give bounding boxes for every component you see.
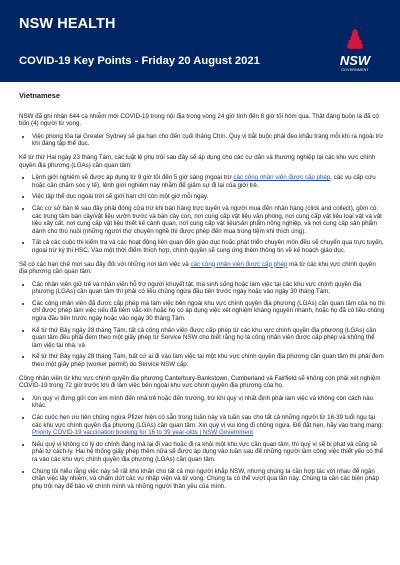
curfew-text-end: , các vụ cấp cứu hoặc cần chăm sóc y tế), lệnh giới nghiêm này nhằm để giảm sự đi lại của giới trẻ. — [32, 174, 376, 189]
bullet-list-1 — [19, 133, 385, 148]
workplace-paragraph — [19, 261, 385, 276]
list-item: • Nếu quý vị không có lý do chính đáng mà lại đi vào hoặc đi ra khỏi một khu vực cần quan tâm, thì quý vị sẽ bị phạt và cũng sẽ phải tự cách-ly. Hai hệ thống giấy phép thêm nữa sẽ được áp dụng vào tuần sau để những người làm công việc thiết yếu có thể ra vào các khu vực chính quyền địa phương (LGAs) cần quan tâm. — [32, 441, 385, 464]
header-subtitle: COVID-19 Key Points - Friday 20 August 2021 — [19, 55, 260, 67]
language-heading: Vietnamese — [19, 91, 60, 100]
bullet-list-4 — [19, 395, 385, 491]
vaccination-text: Các cuộc hẹn ưu tiên chủng ngừa Pfizer hiện có sẵn trong tuần này và tuần sau cho tất cả những người từ 16-39 tuổi ngụ tại các khu vực chính quyền địa phương (LGAs) cần quan tâm. Xin quý vị vui lòng đi chủng ngừa. Để đặt hẹn, hãy vào trang mạng: — [32, 414, 384, 429]
logo-government-text: GOVERNMENT — [341, 68, 369, 72]
authorised-workers-link-2[interactable]: các công nhân viên được cấp phép — [190, 260, 288, 268]
page-header — [0, 0, 400, 82]
list-item — [32, 414, 385, 437]
bullet-list-3 — [19, 281, 385, 369]
list-item: • Các công nhân viên đã được cấp phép mà làm việc bên ngoài khu vực chính quyền địa phương (LGAs) cần quan tâm của họ thì chỉ được phép làm việc nếu đã tiêm vắc-xin hoặc họ có áp dụng việc xét nghiệm kháng nguyên nhanh, hoặc họ đã có liều chủng ngừa đầu tiên trước ngày hoặc vào ngày 30 tháng Tám. — [32, 300, 385, 323]
list-item: • Kể từ thứ Bảy ngày 28 tháng Tám, bất cứ ai đi vào làm việc tại một khu vực chính quyền địa phương cần quan tâm thì phải đem theo một giấy phép (worker permit) do Service NSW cấp. — [32, 353, 385, 368]
curfew-text-start: Lệnh giới nghiêm sẽ được áp dụng từ 9 giờ tối đến 5 giờ sáng (ngoại trừ — [32, 174, 234, 182]
authorised-workers-link[interactable]: các công nhân viên được cấp phép — [233, 174, 331, 182]
header-title: NSW HEALTH — [19, 16, 116, 32]
list-item: • Kể từ thứ Bảy ngày 28 tháng Tám, tất cả công nhân viên được cấp phép từ các khu vực chính quyền địa phương (LGAs) cần quan tâm đều phải đem theo một giấy phép từ Service NSW cho biết rằng họ là công nhân viên được cấp phép và không thể làm việc tại nhà; và — [32, 327, 385, 350]
testing-paragraph: Công nhân viên từ khu vực chính quyền địa phương Canterbury-Bankstown, Cumberland và Fairfield sẽ không còn phải xét nghiệm COVID-19 trong 72 giờ trước khi đi làm việc bên ngoài khu vực chính quyền địa phương của họ. — [19, 374, 381, 390]
list-item: • Chúng tôi hiểu rằng việc này sẽ rất khó khăn cho tất cả mọi người khắp NSW, nhưng chúng ta cần hợp tác với nhau để ngăn chặn việc lây nhiễm, và chấm dứt các vụ nhập viện và tử vong. Chúng ta có thể vượt qua lần này. Chúng ta cần các biện pháp phụ trội này để bảo vệ chính mình và những người thân yêu của mình. — [32, 468, 385, 491]
bullet-list-2 — [19, 174, 385, 254]
document-body — [19, 92, 385, 496]
vaccination-booking-link[interactable]: Priority COVID-19 vaccination booking for 16 to 39 year-olds | NSW Government — [32, 429, 254, 437]
logo-nsw-text: NSW — [339, 53, 371, 68]
workplace-text-start: Sẽ có các hạn chế mới sau đây đối với những nơi làm việc và — [19, 260, 191, 268]
list-item: • Xin quý vị đừng gửi con em mình đến nhà trẻ hoặc đến trường, trừ khi quý vị nhất định phải làm việc và không còn cách nào khác. — [32, 395, 385, 410]
list-item: • Việc phong tỏa tại Greater Sydney sẽ gia hạn cho đến cuối tháng Chín. Quy vị bắt buộc phải đeo khẩu trang mỗi khi ra ngoài trừ khi đang tập thể dục. — [32, 133, 385, 148]
restrictions-paragraph: Kể từ thứ Hai ngày 23 tháng Tám, các luật lệ phụ trội sau đây sẽ áp dụng cho các cư dân và thương nghiệp tại các khu vực chính quyền địa phương (LGAs) cần quan tâm: — [19, 153, 376, 169]
waratah-icon — [333, 28, 377, 54]
list-item — [32, 174, 385, 189]
nsw-government-logo — [333, 28, 377, 76]
intro-paragraph: NSW đã ghi nhận 644 ca nhiễm mới COVID-19 trong nội địa trong vòng 24 giờ tính đến 8 giờ tối hôm qua. Thật đáng buồn là đã có bốn (4) người từ vong. — [19, 112, 379, 128]
list-item: • Việc tập thể dục ngoài trời sẽ giới hạn chỉ còn một giờ mỗi ngày. — [32, 193, 385, 201]
workplace-text-end: mà từ các khu vực chính quyền địa phương cần quan tâm: — [19, 260, 376, 276]
list-item: • Các nhân viên giữ trẻ và nhân viên hỗ trợ người khuyết tật, mà sinh sống hoặc làm việc tại các khu vực chính quyền địa phương (LGAs) cần quan tâm thì phải có liều chủng ngừa đầu tiên trước ngày hoặc vào ngày 30 tháng Tám; — [32, 281, 385, 296]
list-item: • Các cơ sở bán lẻ sau đây phải đóng cửa trừ khi bán hàng trực tuyến và người mua đến nhận hàng (click and collect), gồm có: các trung tâm bán cây/vật liệu vườn trước và bán cây con, nơi cung cấp vật liệu văn phòng, nơi cung cấp vật liệu loại vật và vật liệu xây cất, nơi cung cấp vật liệu thiết kế cảnh quan, nơi cung cấp vật liệu/sản phẩm nông nghiệp, và nơi cung cấp sản phẩm dành cho thú nuôi (những người thợ chuyên nghề thì được phép đến mua trong tiệm khi thích ứng). — [32, 205, 385, 235]
list-item: • Tất cả các cuộc thi kiểm tra và các hoạt động liên quan đến giáo dục hoặc phát triển chuyên môn đều sẽ chuyển qua trực tuyến, ngoại trừ kỳ thi HSC. Vào một thời điểm thích hợp, chính quyền sẽ cung ứng thêm thông tin về kế hoạch giáo dục. — [32, 239, 385, 254]
